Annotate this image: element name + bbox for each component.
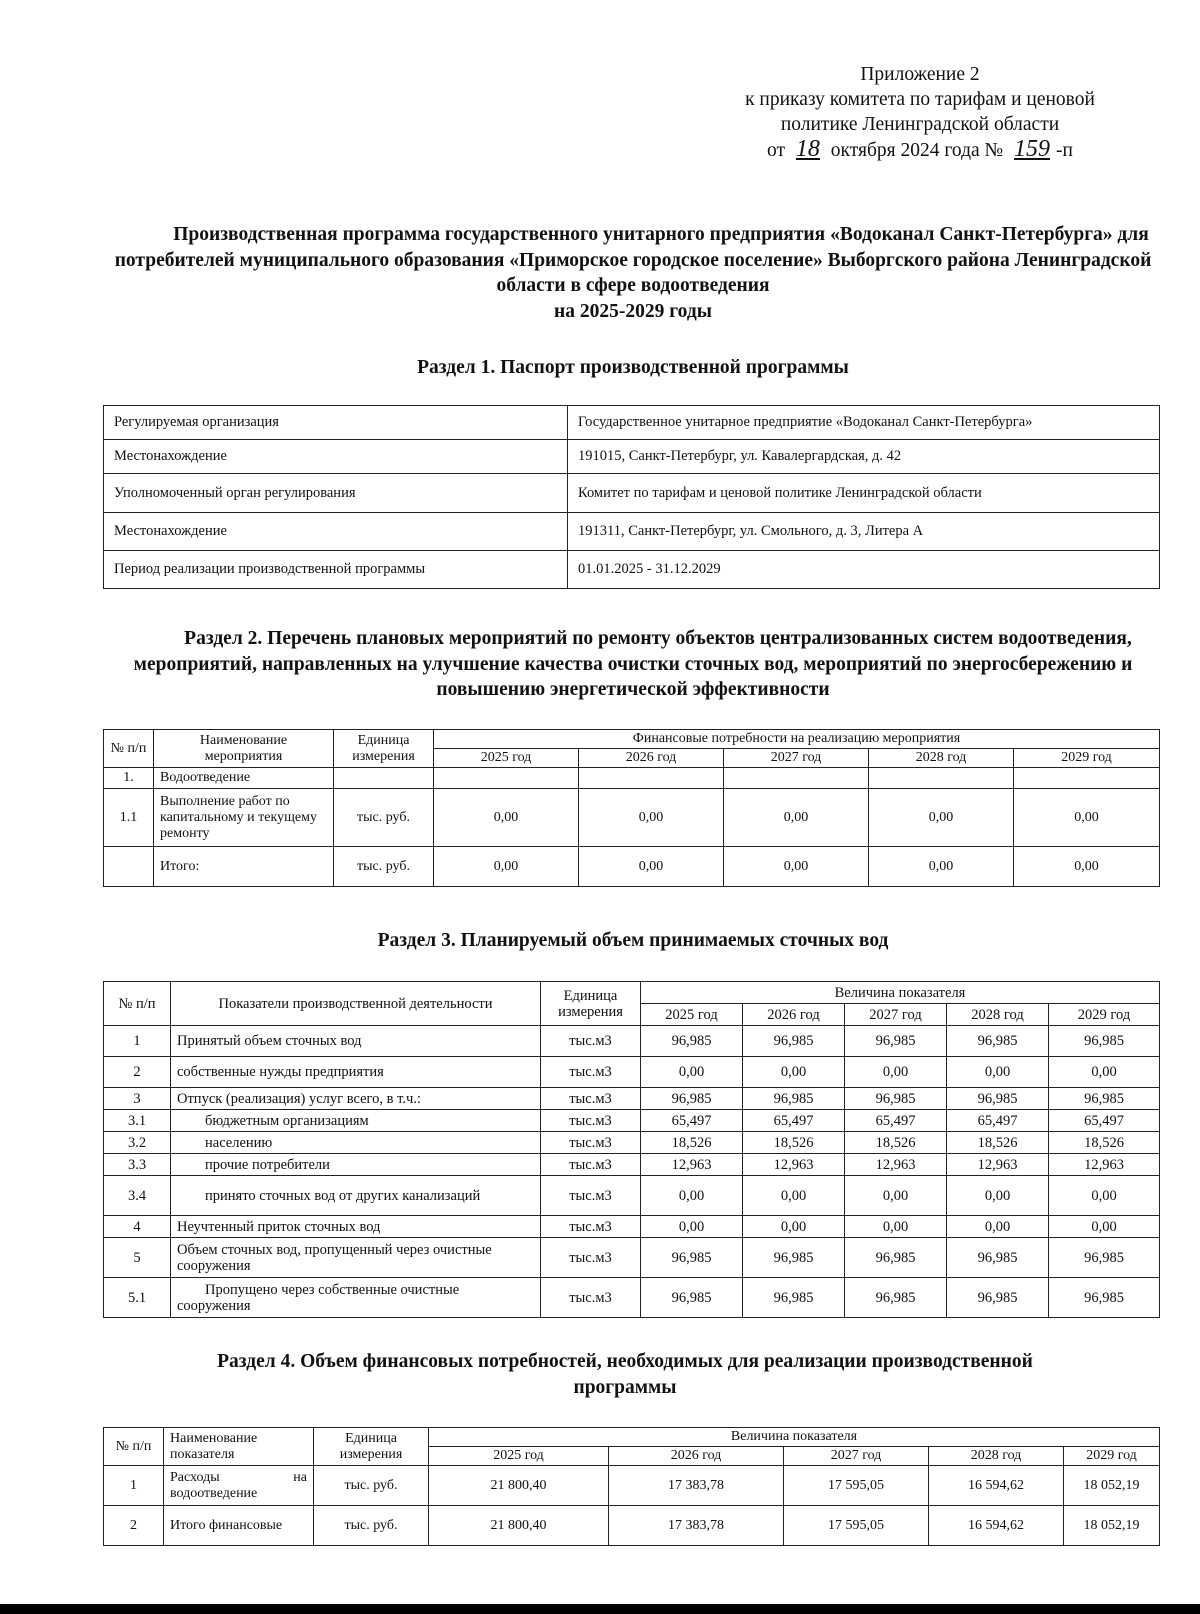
cell-value: 96,985: [1049, 1026, 1160, 1057]
col-year: 2026 год: [743, 1004, 845, 1026]
cell-value: 0,00: [845, 1057, 947, 1088]
cell-value: 0,00: [1014, 789, 1160, 847]
cell-name: Принятый объем сточных вод: [171, 1026, 541, 1057]
cell-unit: тыс.м3: [541, 1278, 641, 1318]
cell-value: 12,963: [641, 1154, 743, 1176]
cell-unit: тыс.м3: [541, 1026, 641, 1057]
cell-value: 0,00: [845, 1216, 947, 1238]
table-row: [104, 1238, 1160, 1278]
cell-name: бюджетным организациям: [171, 1110, 541, 1132]
col-year: 2029 год: [1049, 1004, 1160, 1026]
cell-value: 65,497: [845, 1110, 947, 1132]
cell-value: 12,963: [845, 1154, 947, 1176]
cell-num: 3.3: [104, 1154, 171, 1176]
cell-value: 96,985: [743, 1278, 845, 1318]
annex-line-2: к приказу комитета по тарифам и ценовой: [745, 89, 1095, 110]
table-row: [104, 1216, 1160, 1238]
cell-value: 0,00: [434, 847, 579, 887]
cell-name: принято сточных вод от других канализаций: [171, 1176, 541, 1216]
cell-value: 0,00: [434, 789, 579, 847]
table-row: [104, 1466, 1160, 1506]
table-row: [104, 474, 1160, 513]
table-row: [104, 1132, 1160, 1154]
cell-value: 0,00: [641, 1057, 743, 1088]
col-group: Величина показателя: [641, 982, 1160, 1004]
cell-value: 96,985: [845, 1278, 947, 1318]
cell-value: 96,985: [1049, 1278, 1160, 1318]
col-year: 2026 год: [579, 749, 724, 768]
cell-num: 1: [104, 1026, 171, 1057]
col-year: 2026 год: [609, 1447, 784, 1466]
cell-value: 16 594,62: [929, 1466, 1064, 1506]
cell-value: 65,497: [947, 1110, 1049, 1132]
cell-num: 1.: [104, 768, 154, 789]
cell-value: 0,00: [579, 789, 724, 847]
cell-unit: тыс.м3: [541, 1216, 641, 1238]
cell-value: 96,985: [947, 1026, 1049, 1057]
cell-value: 0,00: [869, 847, 1014, 887]
cell-unit: тыс.м3: [541, 1176, 641, 1216]
cell-num: [104, 847, 154, 887]
annex-date-line: [690, 137, 1150, 163]
col-year: 2025 год: [434, 749, 579, 768]
table-row: [104, 1278, 1160, 1318]
cell-value: 18 052,19: [1064, 1506, 1160, 1546]
table-row: [104, 1506, 1160, 1546]
annex-line-3: политике Ленинградской области: [780, 114, 1060, 135]
measures-table: [103, 729, 1160, 887]
cell-name: Объем сточных вод, пропущенный через очистные сооружения: [171, 1238, 541, 1278]
cell-name: Пропущено через собственные очистные сооружения: [171, 1278, 541, 1318]
col-group: Величина показателя: [429, 1428, 1160, 1447]
row-label: Уполномоченный орган регулирования: [104, 474, 568, 513]
col-name: Наименование показателя: [164, 1428, 314, 1466]
row-value: 191311, Санкт-Петербург, ул. Смольного, д. 3, Литера А: [568, 513, 1160, 551]
cell-value: 96,985: [947, 1088, 1049, 1110]
annex-header: [690, 62, 1150, 163]
cell-value: 0,00: [845, 1176, 947, 1216]
cell-value: 17 595,05: [784, 1466, 929, 1506]
cell-value: 0,00: [1049, 1057, 1160, 1088]
col-group: Финансовые потребности на реализацию мероприятия: [434, 730, 1160, 749]
section4-heading: Раздел 4. Объем финансовых потребностей, необходимых для реализации производственной программы: [217, 1351, 1033, 1398]
cell-value: 18,526: [1049, 1132, 1160, 1154]
cell-name: Выполнение работ по капитальному и текущему ремонту: [154, 789, 334, 847]
cell-num: 4: [104, 1216, 171, 1238]
col-year: 2027 год: [724, 749, 869, 768]
cell-value: 16 594,62: [929, 1506, 1064, 1546]
number-suffix: -п: [1056, 140, 1073, 161]
handwritten-order-number: 159: [1014, 136, 1051, 162]
col-unit: Единица измерения: [314, 1428, 429, 1466]
table-row: [104, 551, 1160, 589]
section2-heading: [108, 626, 1158, 703]
date-prefix: от: [767, 140, 786, 161]
col-year: 2028 год: [947, 1004, 1049, 1026]
cell-value: 96,985: [641, 1088, 743, 1110]
col-num: № п/п: [104, 1428, 164, 1466]
col-year: 2028 год: [929, 1447, 1064, 1466]
cell-value: 96,985: [947, 1278, 1049, 1318]
cell-value: 0,00: [743, 1216, 845, 1238]
table-row: [104, 1176, 1160, 1216]
cell-value: 0,00: [947, 1057, 1049, 1088]
col-year: 2028 год: [869, 749, 1014, 768]
cell-value: 0,00: [1049, 1216, 1160, 1238]
row-value: Комитет по тарифам и ценовой политике Ленинградской области: [568, 474, 1160, 513]
cell-num: 3.2: [104, 1132, 171, 1154]
cell-unit: тыс.м3: [541, 1057, 641, 1088]
cell-value: 96,985: [743, 1238, 845, 1278]
cell-name: Итого:: [154, 847, 334, 887]
cell-name: Расходы на водоотведение: [164, 1466, 314, 1506]
cell-unit: тыс.м3: [541, 1154, 641, 1176]
row-label: Период реализации производственной программы: [104, 551, 568, 589]
cell-num: 3: [104, 1088, 171, 1110]
document-title: [108, 222, 1158, 324]
col-year: 2025 год: [429, 1447, 609, 1466]
cell-value: [869, 768, 1014, 789]
col-year: 2025 год: [641, 1004, 743, 1026]
cell-value: 96,985: [1049, 1088, 1160, 1110]
cell-unit: тыс.м3: [541, 1110, 641, 1132]
table-row: [104, 1057, 1160, 1088]
col-num: № п/п: [104, 982, 171, 1026]
cell-unit: тыс. руб.: [314, 1466, 429, 1506]
section2-heading-text: Раздел 2. Перечень плановых мероприятий по ремонту объектов централизованных систем водоотведения, мероприятий, направленных на улучшение качества очистки сточных вод, мероприятий по энергосбережению и повышению энергетической эффективности: [133, 628, 1133, 700]
cell-value: 17 383,78: [609, 1506, 784, 1546]
cell-unit: тыс. руб.: [334, 789, 434, 847]
cell-value: 96,985: [947, 1238, 1049, 1278]
cell-value: 12,963: [743, 1154, 845, 1176]
passport-table: [103, 405, 1160, 589]
cell-name: собственные нужды предприятия: [171, 1057, 541, 1088]
cell-value: 96,985: [743, 1088, 845, 1110]
cell-num: 2: [104, 1057, 171, 1088]
cell-value: 65,497: [743, 1110, 845, 1132]
cell-value: 96,985: [743, 1026, 845, 1057]
cell-value: [434, 768, 579, 789]
row-value: 01.01.2025 - 31.12.2029: [568, 551, 1160, 589]
cell-value: 12,963: [947, 1154, 1049, 1176]
col-unit: Единица измерения: [334, 730, 434, 768]
cell-value: 17 383,78: [609, 1466, 784, 1506]
cell-unit: тыс. руб.: [334, 847, 434, 887]
col-year: 2029 год: [1064, 1447, 1160, 1466]
cell-unit: тыс.м3: [541, 1088, 641, 1110]
table-row: [104, 406, 1160, 440]
cell-value: 96,985: [845, 1238, 947, 1278]
cell-unit: [334, 768, 434, 789]
handwritten-day: 18: [795, 136, 820, 162]
col-year: 2027 год: [784, 1447, 929, 1466]
cell-num: 1.1: [104, 789, 154, 847]
cell-value: [579, 768, 724, 789]
row-label: Местонахождение: [104, 440, 568, 474]
cell-value: 21 800,40: [429, 1506, 609, 1546]
cell-value: 17 595,05: [784, 1506, 929, 1546]
cell-unit: тыс.м3: [541, 1132, 641, 1154]
cell-value: 0,00: [947, 1176, 1049, 1216]
cell-value: 18,526: [743, 1132, 845, 1154]
cell-value: 21 800,40: [429, 1466, 609, 1506]
wastewater-volume-table: [103, 981, 1160, 1318]
cell-name: Итого финансовые: [164, 1506, 314, 1546]
cell-name: Отпуск (реализация) услуг всего, в т.ч.:: [171, 1088, 541, 1110]
section3-heading: Раздел 3. Планируемый объем принимаемых сточных вод: [377, 930, 889, 951]
cell-value: 0,00: [743, 1176, 845, 1216]
cell-value: 0,00: [1014, 847, 1160, 887]
cell-num: 3.1: [104, 1110, 171, 1132]
table-row: [104, 768, 1160, 789]
col-year: 2027 год: [845, 1004, 947, 1026]
row-value: 191015, Санкт-Петербург, ул. Кавалергардская, д. 42: [568, 440, 1160, 474]
cell-value: 65,497: [641, 1110, 743, 1132]
row-label: Регулируемая организация: [104, 406, 568, 440]
cell-num: 3.4: [104, 1176, 171, 1216]
table-row: [104, 847, 1160, 887]
table-row: [104, 1110, 1160, 1132]
cell-num: 5: [104, 1238, 171, 1278]
cell-value: 18 052,19: [1064, 1466, 1160, 1506]
cell-unit: тыс. руб.: [314, 1506, 429, 1546]
cell-value: 12,963: [1049, 1154, 1160, 1176]
col-name: Показатели производственной деятельности: [171, 982, 541, 1026]
title-period: на 2025-2029 годы: [554, 300, 712, 322]
cell-value: 18,526: [947, 1132, 1049, 1154]
table-row: [104, 1088, 1160, 1110]
cell-value: 96,985: [641, 1238, 743, 1278]
cell-value: 65,497: [1049, 1110, 1160, 1132]
cell-value: 0,00: [869, 789, 1014, 847]
cell-num: 1: [104, 1466, 164, 1506]
cell-value: 0,00: [641, 1216, 743, 1238]
cell-name: Неучтенный приток сточных вод: [171, 1216, 541, 1238]
cell-value: 96,985: [641, 1026, 743, 1057]
cell-num: 2: [104, 1506, 164, 1546]
row-label: Местонахождение: [104, 513, 568, 551]
cell-value: 0,00: [743, 1057, 845, 1088]
col-num: № п/п: [104, 730, 154, 768]
row-value: Государственное унитарное предприятие «Водоканал Санкт-Петербурга»: [568, 406, 1160, 440]
table-row: [104, 1026, 1160, 1057]
cell-value: 96,985: [845, 1088, 947, 1110]
cell-value: 0,00: [641, 1176, 743, 1216]
scan-edge-bar: [0, 1604, 1200, 1614]
cell-value: [724, 768, 869, 789]
cell-value: 96,985: [641, 1278, 743, 1318]
cell-value: 0,00: [579, 847, 724, 887]
cell-name: Водоотведение: [154, 768, 334, 789]
col-unit: Единица измерения: [541, 982, 641, 1026]
cell-value: 18,526: [641, 1132, 743, 1154]
cell-value: 0,00: [947, 1216, 1049, 1238]
table-row: [104, 513, 1160, 551]
col-year: 2029 год: [1014, 749, 1160, 768]
cell-name: прочие потребители: [171, 1154, 541, 1176]
cell-value: 96,985: [845, 1026, 947, 1057]
col-name: Наименование мероприятия: [154, 730, 334, 768]
cell-value: 0,00: [724, 847, 869, 887]
table-row: [104, 1154, 1160, 1176]
table-row: [104, 789, 1160, 847]
section1-heading: Раздел 1. Паспорт производственной программы: [417, 357, 849, 378]
cell-unit: тыс.м3: [541, 1238, 641, 1278]
annex-title: Приложение 2: [860, 64, 980, 85]
date-middle: октября 2024 года №: [830, 140, 1004, 161]
cell-value: [1014, 768, 1160, 789]
cell-value: 0,00: [724, 789, 869, 847]
title-text: Производственная программа государственного унитарного предприятия «Водоканал Санкт-Петербурга» для потребителей муниципального образования «Приморское городское поселение» Выборгского района Ленинградской области в сфере водоотведения: [114, 224, 1152, 296]
cell-value: 18,526: [845, 1132, 947, 1154]
financial-needs-table: [103, 1427, 1160, 1546]
cell-num: 5.1: [104, 1278, 171, 1318]
cell-value: 0,00: [1049, 1176, 1160, 1216]
table-row: [104, 440, 1160, 474]
cell-name: населению: [171, 1132, 541, 1154]
cell-value: 96,985: [1049, 1238, 1160, 1278]
